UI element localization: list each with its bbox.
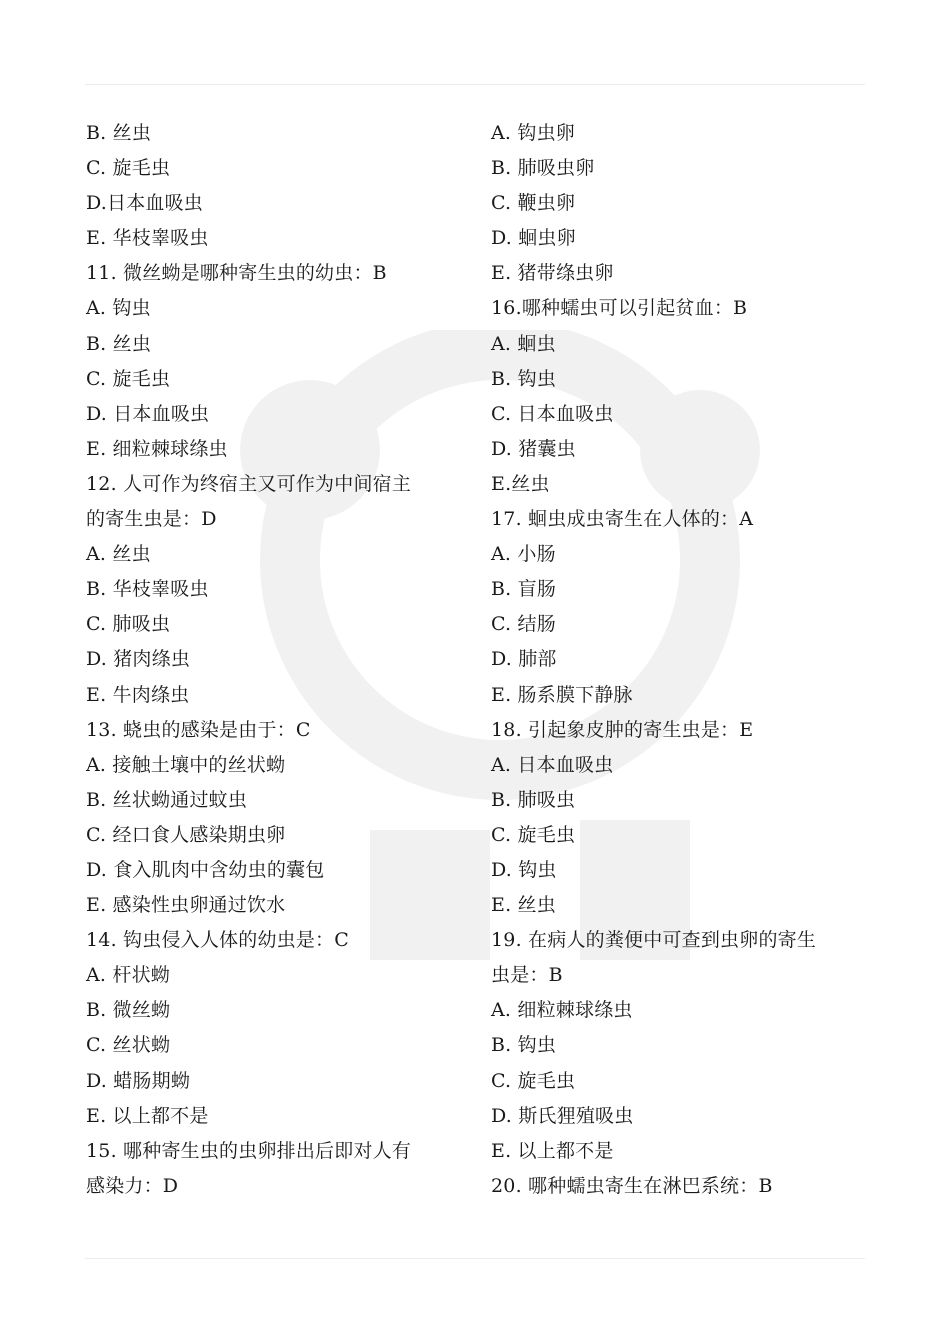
text-line: A. 日本血吸虫: [491, 753, 614, 776]
text-line: A. 蛔虫: [491, 332, 556, 355]
question-14: 14. 钩虫侵入人体的幼虫是：C: [86, 929, 349, 952]
question-17: 17. 蛔虫成虫寄生在人体的：A: [491, 508, 754, 531]
text-line: C. 鞭虫卵: [491, 192, 576, 215]
text-line: A. 接触土壤中的丝状蚴: [86, 753, 286, 776]
text-line: E. 牛肉绦虫: [86, 683, 190, 706]
text-line: D. 猪肉绦虫: [86, 648, 191, 671]
text-line: A. 细粒棘球绦虫: [491, 999, 633, 1022]
text-line: D. 肺部: [491, 648, 557, 671]
text-line: B. 钩虫: [491, 1034, 557, 1057]
header-divider: [85, 84, 865, 85]
footer-divider: [85, 1258, 865, 1259]
text-line: E.丝虫: [491, 472, 550, 495]
text-line: C. 旋毛虫: [86, 157, 171, 180]
text-line: C. 日本血吸虫: [491, 402, 614, 425]
question-15-cont: 感染力：D: [86, 1174, 179, 1197]
text-line: E. 肠系膜下静脉: [491, 683, 633, 706]
question-20: 20. 哪种蠕虫寄生在淋巴系统：B: [491, 1174, 773, 1197]
text-line: E. 华枝睾吸虫: [86, 227, 209, 250]
text-line: E. 感染性虫卵通过饮水: [86, 894, 286, 917]
text-line: E. 细粒棘球绦虫: [86, 437, 228, 460]
text-line: B. 丝虫: [86, 122, 152, 144]
text-line: A. 钩虫: [86, 297, 151, 320]
text-line: B. 华枝睾吸虫: [86, 578, 209, 601]
text-line: D. 斯氏狸殖吸虫: [491, 1104, 634, 1127]
text-line: D. 食入肌肉中含幼虫的囊包: [86, 858, 325, 881]
text-line: E. 猪带绦虫卵: [491, 262, 614, 285]
text-line: C. 旋毛虫: [491, 1069, 576, 1092]
question-13: 13. 蛲虫的感染是由于：C: [86, 718, 311, 741]
text-line: C. 肺吸虫: [86, 613, 171, 636]
question-12-cont: 的寄生虫是：D: [86, 508, 217, 531]
text-line: D. 蛔虫卵: [491, 227, 576, 250]
text-line: B. 微丝蚴: [86, 999, 171, 1022]
text-line: C. 旋毛虫: [86, 367, 171, 390]
text-line: C. 旋毛虫: [491, 823, 576, 846]
text-line: D. 猪囊虫: [491, 437, 576, 460]
text-line: B. 肺吸虫卵: [491, 157, 595, 180]
text-line: B. 盲肠: [491, 578, 557, 601]
text-line: A. 杆状蚴: [86, 964, 171, 987]
text-line: E. 丝虫: [491, 894, 556, 917]
text-line: B. 丝状蚴通过蚊虫: [86, 788, 248, 811]
text-line: B. 丝虫: [86, 332, 152, 355]
question-11: 11. 微丝蚴是哪种寄生虫的幼虫：B: [86, 262, 387, 285]
text-line: C. 经口食人感染期虫卵: [86, 823, 286, 846]
left-column: [86, 116, 466, 1204]
text-line: E. 以上都不是: [86, 1104, 209, 1127]
question-12: 12. 人可作为终宿主又可作为中间宿主: [86, 472, 412, 495]
text-line: C. 结肠: [491, 613, 556, 636]
text-line: A. 小肠: [491, 543, 556, 566]
right-column: [491, 116, 869, 1204]
text-line: D. 钩虫: [491, 858, 557, 881]
question-16: 16.哪种蠕虫可以引起贫血：B: [491, 297, 748, 320]
question-19: 19. 在病人的粪便中可查到虫卵的寄生: [491, 929, 817, 952]
text-line: C. 丝状蚴: [86, 1034, 171, 1057]
text-line: B. 肺吸虫: [491, 788, 576, 811]
text-line: B. 钩虫: [491, 367, 557, 390]
question-18: 18. 引起象皮肿的寄生虫是：E: [491, 718, 754, 741]
question-19-cont: 虫是：B: [491, 964, 563, 987]
text-line: E. 以上都不是: [491, 1139, 614, 1162]
text-line: A. 丝虫: [86, 543, 151, 566]
text-line: D.日本血吸虫: [86, 192, 203, 215]
text-line: A. 钩虫卵: [491, 122, 576, 144]
text-line: D. 日本血吸虫: [86, 402, 210, 425]
question-15: 15. 哪种寄生虫的虫卵排出后即对人有: [86, 1139, 412, 1162]
text-line: D. 蜡肠期蚴: [86, 1069, 191, 1092]
